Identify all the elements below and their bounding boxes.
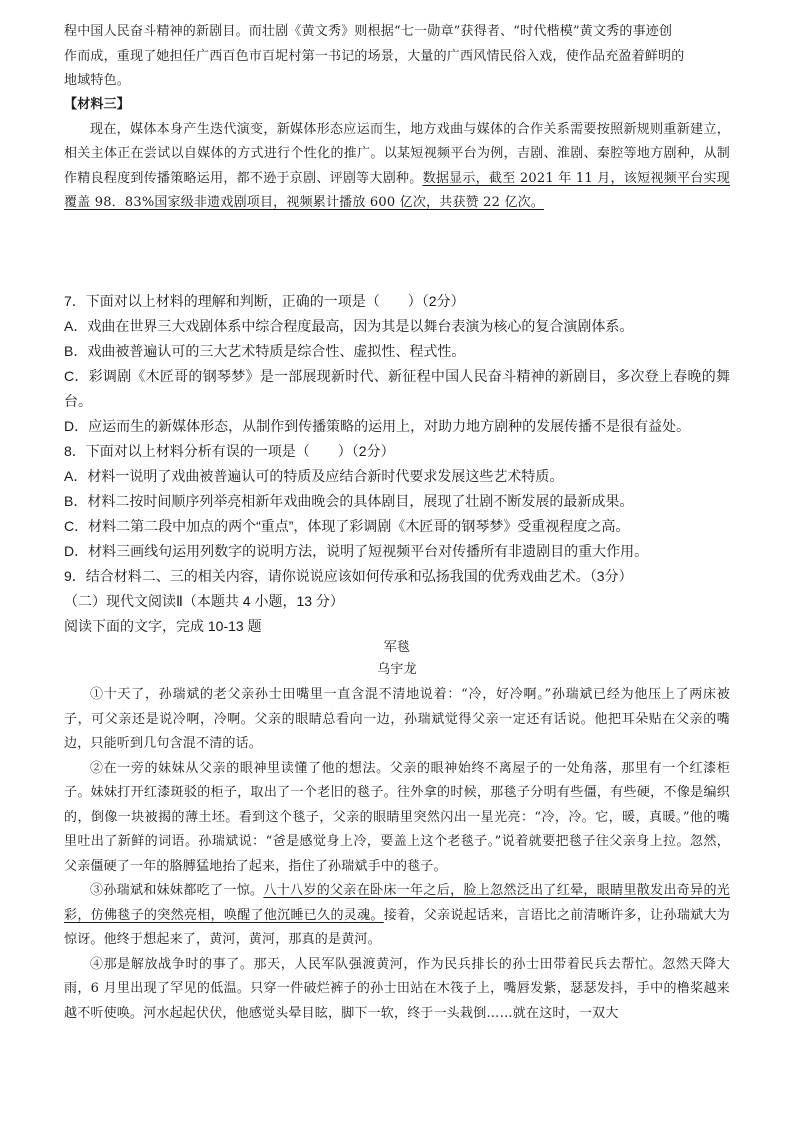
question-8-option-b: B．材料二按时间顺序列举亮相新年戏曲晚会的具体剧目，展现了壮剧不断发展的最新成果。: [64, 493, 634, 509]
question-7: 7．下面对以上材料的理解和判断，正确的一项是（ ）（2分）: [64, 293, 465, 309]
question-8-option-d: D．材料三画线句运用列数字的说明方法，说明了短视频平台对传播所有非遗剧目的重大作用。: [64, 543, 649, 559]
story-title: 军毯: [383, 640, 411, 655]
story-p3-underlined: 八十八岁的父亲在卧床一年之后，脸上忽然泛出了红晕，眼睛里散发出奇异的光彩，仿佛毯子的突然亮相，唤醒了他沉睡已久的灵魂。: [64, 883, 730, 923]
question-7-option-a: A．戏曲在世界三大戏剧体系中综合程度最高，因为其是以舞台表演为核心的复合演剧体系。: [64, 318, 634, 334]
material2-line-2: 作而成，重现了她担任广西百色市百坭村第一书记的场景，大量的广西风情民俗入戏，使作品充盈着鲜明的: [64, 48, 685, 64]
question-7-option-c: C．彩调剧《木匠哥的钢琴梦》是一部展现新时代、新征程中国人民奋斗精神的新剧目，多次登上春晚的舞台。: [64, 368, 730, 409]
story-p3-end: 接着，父亲说起话来，言语比之前清晰许多，让孙瑞斌大为惊讶。他终于想起来了，黄河，黄河，那真的是黄河。: [64, 907, 730, 947]
story-paragraph-2: ②在一旁的妹妹从父亲的眼神里读懂了他的想法。父亲的眼神始终不离屋子的一处角落，那里有一个红漆柜子。妹妹打开红漆斑驳的柜子，取出了一个老旧的毯子。往外拿的时候，那毯子分明有些僵，有些硬，不像是编织的，倒像一块被揭的薄土坯。看到这个毯子，父亲的眼睛里突然闪出一星光亮：“冷，冷。它，暖，真暖。”他的嘴里吐出了新鲜的词语。孙瑞斌说：“爸是感觉身上冷，要盖上这个老毯子。”说着就要把毯子往父亲身上拉。忽然，父亲僵硬了一年的胳膊猛地抬了起来，指住了孙瑞斌手中的毯子。: [64, 760, 730, 874]
story-paragraph-1: ①十天了，孙瑞斌的老父亲孙士田嘴里一直含混不清地说着：“冷，好冷啊。”孙瑞斌已经为他压上了两床被子，可父亲还是说冷啊，冷啊。父亲的眼睛总看向一边，孙瑞斌觉得父亲一定还有话说。他把耳朵贴在父亲的嘴边，只能听到几句含混不清的话。: [64, 687, 730, 751]
section-2-instruction: 阅读下面的文字，完成 10-13 题: [64, 618, 262, 634]
material3-text: 现在，媒体本身产生迭代演变，新媒体形态应运而生，地方戏曲与媒体的合作关系需要按照新规则重新建立，相关主体正在尝试以自媒体的方式进行个性化的推广。以某短视频平台为例，吉剧、淮剧、秦腔等地方剧种，从制作精良程度到传播策略运用，都不逊于京剧、评剧等大剧种。: [64, 121, 730, 186]
material3-underlined-sentence: 数据显示，截至 2021 年 11 月，该短视频平台实现覆盖 98．83%国家级非遗戏剧项目，视频累计播放 600 亿次，共获赞 22 亿次。: [64, 170, 730, 210]
material2-line-1: 程中国人民奋斗精神的新剧目。而壮剧《黄文秀》则根据“七一勋章”获得者、“时代楷模”黄文秀的事迹创: [64, 24, 673, 39]
question-7-option-b: B．戏曲被普遍认可的三大艺术特质是综合性、虚拟性、程式性。: [64, 343, 466, 359]
material3-heading: 【材料三】: [64, 97, 131, 112]
material2-tail: [64, 20, 730, 94]
question-8-option-a: A．材料一说明了戏曲被普遍认可的特质及应结合新时代要求发展这些艺术特质。: [64, 468, 564, 484]
question-9: 9．结合材料二、三的相关内容，请你说说应该如何传承和弘扬我国的优秀戏曲艺术。（3分）: [64, 568, 633, 584]
story-paragraph-4: ④那是解放战争时的事了。那天，人民军队强渡黄河，作为民兵排长的孙士田带着民兵去帮忙。忽然天降大雨，6 月里出现了罕见的低温。只穿一件破烂裤子的孙士田站在木筏子上，嘴唇发紫，瑟瑟发抖，手中的橹桨越来越不听使唤。河水起起伏伏，他感觉头晕目眩，脚下一软，终于一头栽倒……就在这时，一双大: [64, 956, 730, 1021]
questions: [64, 289, 730, 639]
story-paragraph-3: [64, 879, 730, 953]
material2-line-3: 地域特色。: [64, 73, 131, 88]
question-8-option-c: C．材料二第二段中加点的两个“重点”，体现了彩调剧《木匠哥的钢琴梦》受重视程度之高。: [64, 518, 630, 534]
material3-paragraph: [64, 118, 730, 216]
question-8: 8．下面对以上材料分析有误的一项是（ ）（2分）: [64, 443, 395, 459]
question-7-option-d: D．应运而生的新媒体形态，从制作到传播策略的运用上，对助力地方剧种的发展传播不是很有益处。: [64, 418, 691, 434]
section-2-heading: （二）现代文阅读Ⅱ（本题共 4 小题，13 分）: [64, 593, 344, 609]
story-author: 乌宇龙: [377, 662, 417, 677]
story: [64, 637, 730, 1026]
story-p3-start: ③孙瑞斌和妹妹都吃了一惊。: [90, 883, 264, 898]
material3: [64, 93, 730, 216]
